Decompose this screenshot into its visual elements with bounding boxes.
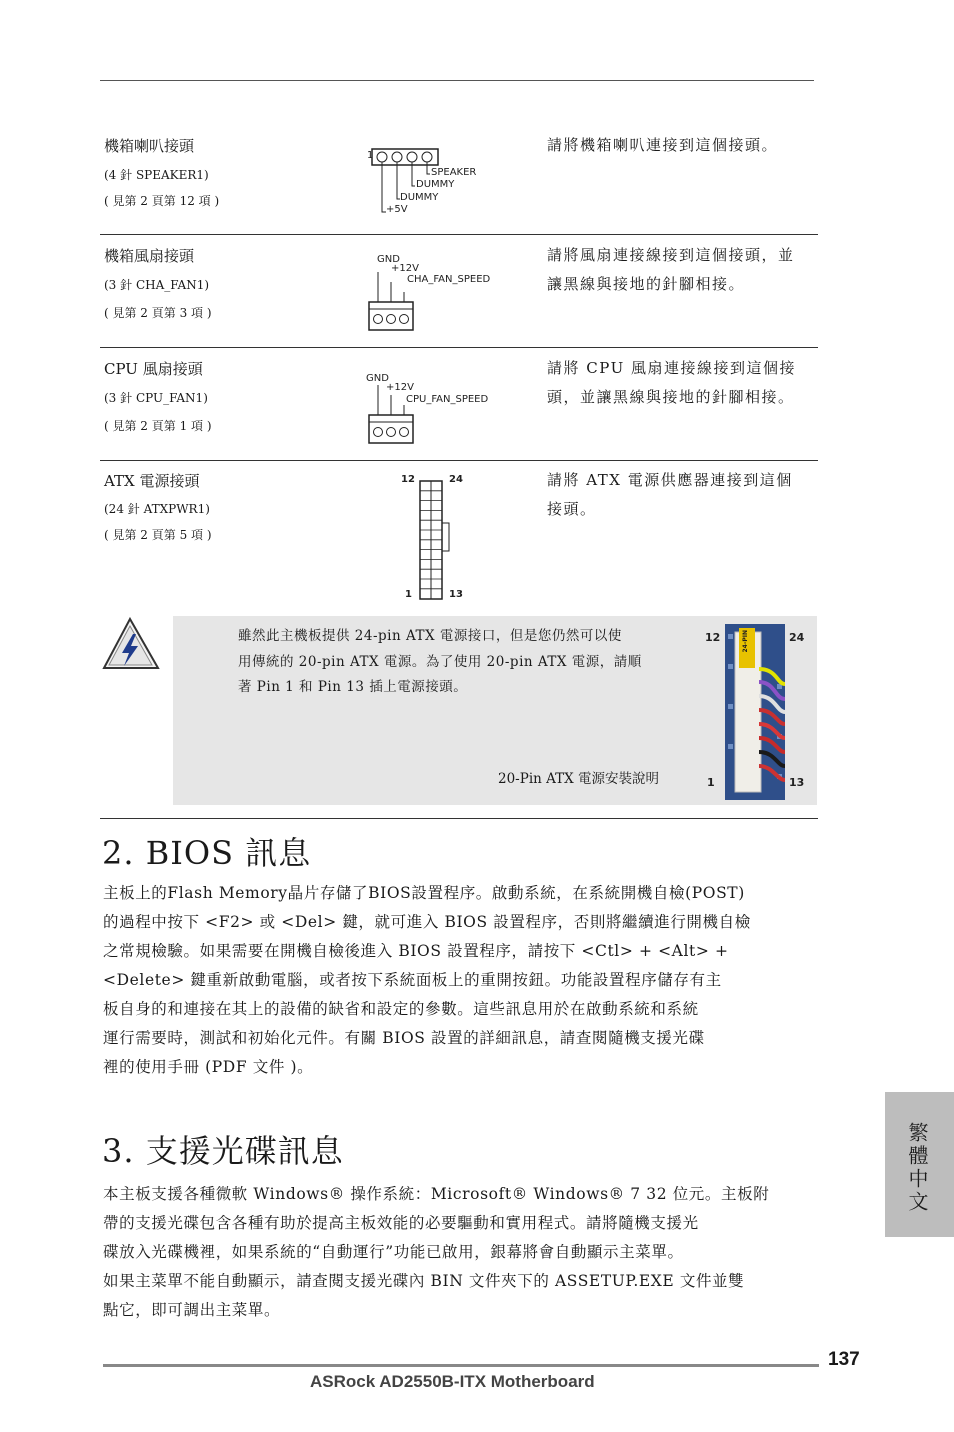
photo-pin-number-13: 13	[789, 776, 805, 789]
pin-label-gnd: GND	[377, 254, 400, 265]
language-tab-label: 繁體中文	[905, 1122, 929, 1214]
paragraph-line: 的過程中按下 <F2> 或 <Del> 鍵，就可進入 BIOS 設置程序，否則將繼續進行開機自檢	[103, 913, 751, 931]
section-body-bios	[103, 879, 818, 1082]
row-divider	[100, 234, 818, 235]
photo-pin-number-1: 1	[707, 776, 715, 789]
section-divider	[100, 818, 818, 819]
connector-description: 請將機箱喇叭連接到這個接頭。	[547, 136, 779, 154]
connector-pin-info: (3 針 CPU_FAN1)	[104, 391, 208, 405]
section-heading-bios: 2. BIOS 訊息	[102, 834, 312, 872]
note-line: 雖然此主機板提供 24-pin ATX 電源接口，但是您仍然可以使	[238, 628, 622, 644]
footer-title: ASRock AD2550B-ITX Motherboard	[310, 1372, 595, 1391]
note-box	[173, 616, 817, 805]
pin-label-12v: +12V	[391, 263, 419, 274]
paragraph-line: 裡的使用手冊 (PDF 文件 )。	[103, 1058, 314, 1076]
pin-label-dummy: DUMMY	[416, 179, 455, 190]
connector-row-atx-power	[100, 465, 818, 605]
note-caption: 20-Pin ATX 電源安裝說明	[498, 771, 660, 787]
connector-page-ref: ( 見第 2 頁第 1 項 )	[104, 419, 212, 433]
note-line: 著 Pin 1 和 Pin 13 插上電源接頭。	[238, 679, 468, 695]
paragraph-line: 主板上的Flash Memory晶片存儲了BIOS設置程序。啟動系統，在系統開機自檢(POST)	[103, 884, 745, 902]
connector-description: 請將 CPU 風扇連接線接到這個接頭，並讓黑線與接地的針腳相接。	[547, 359, 796, 406]
connector-title: CPU 風扇接頭	[104, 360, 203, 378]
pin-number-24: 24	[449, 474, 463, 485]
pin-label-5v: +5V	[386, 204, 408, 215]
paragraph-line: 板自身的和連接在其上的設備的缺省和設定的參數。這些訊息用於在啟動系統和系統	[103, 1000, 699, 1018]
connector-pin-info: (3 針 CHA_FAN1)	[104, 278, 210, 292]
connector-title: ATX 電源接頭	[104, 472, 200, 490]
section-body-support-cd	[103, 1180, 818, 1325]
paragraph-line: 運行需要時，測試和初始化元件。有關 BIOS 設置的詳細訊息，請查閱隨機支援光碟	[103, 1029, 705, 1047]
pin-label-12v: +12V	[386, 382, 414, 393]
bottom-rule	[103, 1364, 819, 1367]
language-side-tab	[885, 1092, 954, 1237]
connector-row-chassis-fan	[100, 240, 818, 345]
atx-power-header-diagram	[418, 479, 452, 601]
pin-label-speaker: SPEAKER	[431, 167, 477, 178]
photo-pin-number-12: 12	[705, 631, 721, 644]
pin-label-gnd: GND	[366, 373, 389, 384]
connector-page-ref: ( 見第 2 頁第 12 項 )	[104, 194, 220, 208]
row-divider	[100, 460, 818, 461]
warning-lightning-icon	[100, 616, 162, 672]
note-line: 用傳統的 20-pin ATX 電源。為了使用 20-pin ATX 電源，請順	[238, 653, 642, 670]
photo-pin-number-24: 24	[789, 631, 805, 644]
pin-one-label: 1	[367, 150, 374, 161]
atx-connector-photo	[725, 624, 785, 800]
connector-description: 請將風扇連接線接到這個接頭，並讓黑線與接地的針腳相接。	[547, 246, 795, 293]
connector-title: 機箱喇叭接頭	[104, 137, 195, 155]
pin-number-1: 1	[405, 589, 412, 600]
connector-row-speaker	[100, 130, 818, 230]
pin-number-12: 12	[401, 474, 415, 485]
row-divider	[100, 347, 818, 348]
paragraph-line: 之常規檢驗。如果需要在開機自檢後進入 BIOS 設置程序，請按下 <Ctl> + <Alt> +	[103, 942, 729, 960]
paragraph-line: 本主板支援各種微軟 Windows® 操作系統：Microsoft® Windows® 7 32 位元。主板附	[103, 1185, 770, 1203]
paragraph-line: <Delete> 鍵重新啟動電腦，或者按下系統面板上的重開按鈕。功能設置程序儲存有主	[103, 971, 722, 989]
paragraph-line: 碟放入光碟機裡，如果系統的“自動運行”功能已啟用，銀幕將會自動顯示主菜單。	[103, 1243, 684, 1261]
pin-label-fan-speed: CHA_FAN_SPEED	[407, 274, 491, 285]
connector-pin-info: (24 針 ATXPWR1)	[104, 502, 210, 516]
page-number: 137	[828, 1349, 860, 1370]
pin-label-fan-speed: CPU_FAN_SPEED	[406, 394, 489, 405]
paragraph-line: 點它，即可調出主菜單。	[103, 1301, 281, 1319]
paragraph-line: 帶的支援光碟包含各種有助於提高主板效能的必要驅動和實用程式。請將隨機支援光	[103, 1214, 699, 1232]
pin-label-dummy: DUMMY	[400, 192, 439, 203]
connector-page-ref: ( 見第 2 頁第 5 項 )	[104, 528, 212, 542]
connector-row-cpu-fan	[100, 353, 818, 458]
connector-title: 機箱風扇接頭	[104, 247, 195, 265]
connector-page-ref: ( 見第 2 頁第 3 項 )	[104, 306, 212, 320]
top-rule	[100, 80, 814, 81]
connector-description: 請將 ATX 電源供應器連接到這個接頭。	[547, 471, 793, 518]
connector-pin-info: (4 針 SPEAKER1)	[104, 168, 209, 182]
paragraph-line: 如果主菜單不能自動顯示，請查閱支援光碟內 BIN 文件夾下的 ASSETUP.EXE 文件並雙	[103, 1272, 745, 1290]
section-heading-support-cd: 3. 支援光碟訊息	[102, 1132, 344, 1170]
note-text	[238, 624, 698, 701]
pin-number-13: 13	[449, 589, 463, 600]
photo-24pin-label: 24-PIN	[742, 630, 749, 653]
